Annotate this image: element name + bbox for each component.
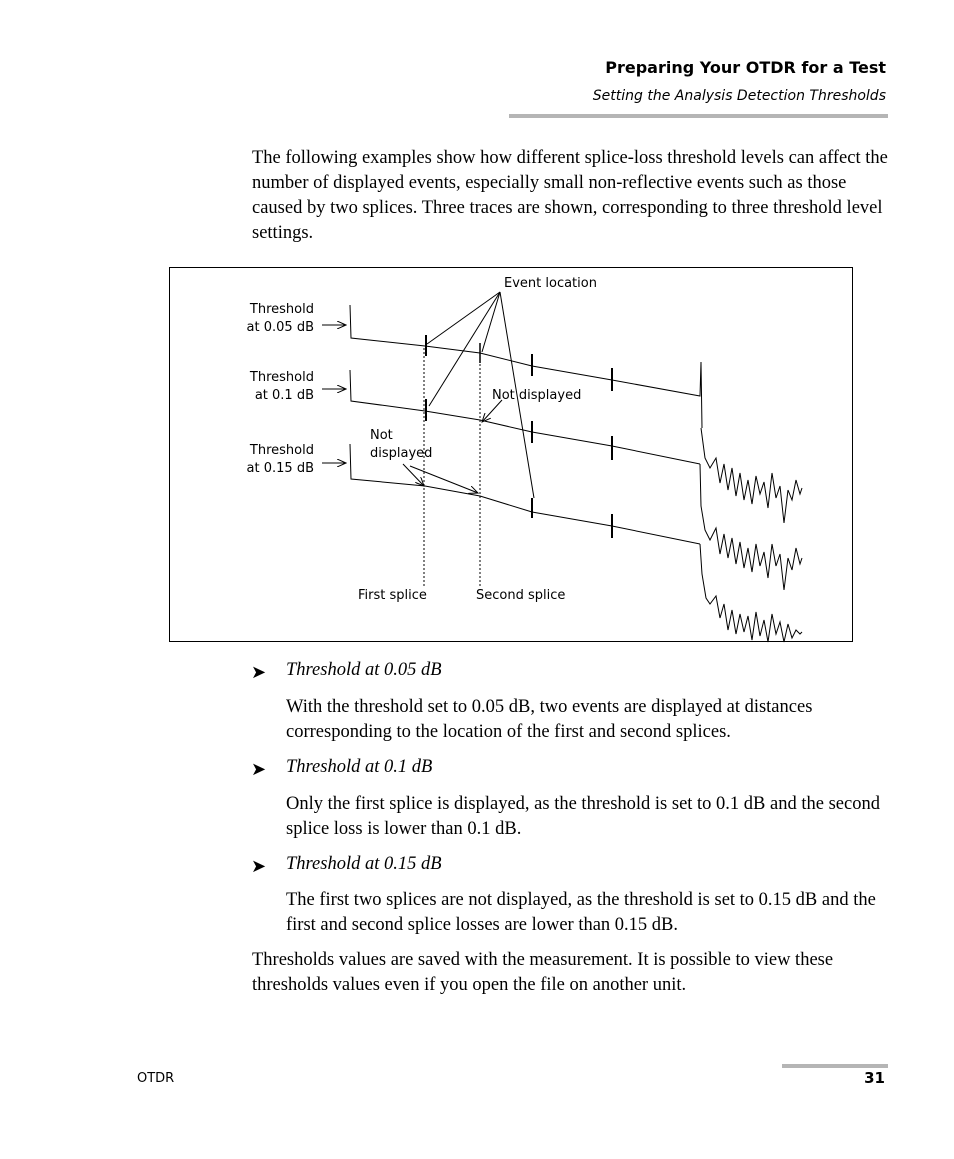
noise-tail-1 bbox=[701, 428, 802, 523]
page-number: 31 bbox=[864, 1069, 885, 1087]
trace-label-2 bbox=[250, 369, 314, 405]
bullet-arrow-icon: ➤ bbox=[251, 759, 267, 779]
second-splice-label: Second splice bbox=[476, 588, 566, 603]
item-title-0.15: Threshold at 0.15 dB bbox=[286, 854, 442, 874]
not-displayed-label-left bbox=[370, 427, 432, 463]
closing-paragraph: Thresholds values are saved with the measurement. It is possible to view these thresholds values even if you open the file on another unit. bbox=[252, 950, 834, 995]
noise-tail-2 bbox=[700, 464, 802, 590]
trace-label-2-line1: Threshold bbox=[249, 370, 314, 385]
item-body-0.05: With the threshold set to 0.05 dB, two events are displayed at distances corresponding to the location of the first and second splices. bbox=[286, 697, 813, 742]
item-title-0.05: Threshold at 0.05 dB bbox=[286, 660, 442, 680]
header-divider bbox=[509, 114, 888, 118]
threshold-figure bbox=[169, 267, 853, 642]
footer-product-name: OTDR bbox=[137, 1071, 175, 1086]
trace-label-3-line1: Threshold bbox=[249, 443, 314, 458]
item-body-0.15: The first two splices are not displayed, as the threshold is set to 0.15 dB and the first and second splice losses are lower than 0.15 dB. bbox=[286, 890, 876, 935]
bullet-arrow-icon: ➤ bbox=[251, 856, 267, 876]
intro-paragraph: The following examples show how different splice-loss threshold levels can affect the number of displayed events, especially small non-reflective events such as those caused by two splices. Three traces are shown, corresponding to three threshold level settings. bbox=[252, 148, 888, 243]
not-displayed-left-line2: displayed bbox=[370, 446, 433, 461]
footer-divider bbox=[782, 1064, 888, 1068]
first-splice-label: First splice bbox=[358, 588, 427, 603]
trace-label-1-line1: Threshold bbox=[249, 302, 314, 317]
not-displayed-left-line1: Not bbox=[370, 428, 393, 443]
trace-label-2-line2: at 0.1 dB bbox=[254, 388, 314, 403]
item-title-0.1: Threshold at 0.1 dB bbox=[286, 757, 433, 777]
page-header-title: Preparing Your OTDR for a Test bbox=[605, 58, 886, 77]
not-displayed-label-right: Not displayed bbox=[492, 388, 582, 403]
trace-0.05db bbox=[350, 305, 702, 428]
page-header-subtitle: Setting the Analysis Detection Thresholds bbox=[592, 88, 886, 104]
bullet-arrow-icon: ➤ bbox=[251, 662, 267, 682]
trace-label-1-line2: at 0.05 dB bbox=[246, 320, 314, 335]
trace-label-3 bbox=[247, 442, 314, 478]
trace-label-3-line2: at 0.15 dB bbox=[246, 461, 314, 476]
noise-tail-3 bbox=[700, 544, 802, 642]
item-body-0.1: Only the first splice is displayed, as the threshold is set to 0.1 dB and the second splice loss is lower than 0.1 dB. bbox=[286, 794, 880, 839]
trace-label-1 bbox=[247, 301, 314, 337]
event-location-label: Event location bbox=[504, 276, 597, 291]
